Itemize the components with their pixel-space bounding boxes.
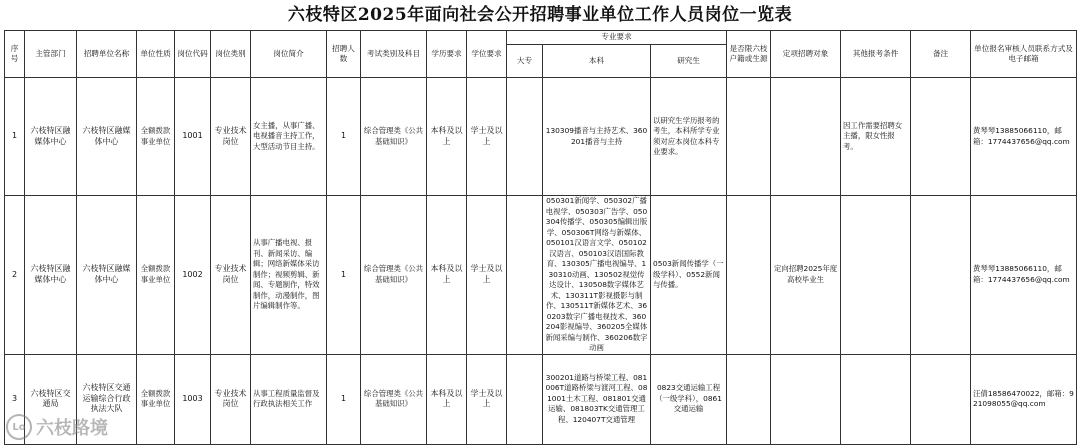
cell-restrict (727, 354, 771, 444)
watermark-text: 六枝路境 (36, 418, 108, 439)
cell-post-code: 1001 (175, 78, 211, 196)
table-row (5, 354, 1077, 444)
cell-degree: 学士及以上 (467, 354, 507, 444)
header-post-code: 岗位代码 (175, 31, 211, 78)
cell-contact: 汪倩18586470022，邮箱：921098055@qq.com (971, 354, 1077, 444)
cell-contact: 黄琴琴13885066110，邮箱：1774437656@qq.com (971, 78, 1077, 196)
cell-degree: 学士及以上 (467, 196, 507, 355)
header-exam: 考试类别及科目 (361, 31, 427, 78)
cell-target (771, 78, 841, 196)
cell-post-desc: 从事广播电视、报刊、新闻采访、编辑；网络新媒体采访制作；视频剪辑、新闻、专题制作，特效制作，动漫制作，图片编辑制作等。 (251, 196, 327, 355)
cell-restrict (727, 196, 771, 355)
cell-post-type: 专业技术岗位 (211, 354, 251, 444)
cell-major-dazhuan (507, 196, 543, 355)
cell-major-benke: 300201道路与桥梁工程、081006T道路桥梁与渡河工程、081001土木工程、081801交通运输、081803TK交通管理工程、120407T交通管理 (543, 354, 651, 444)
cell-remark (911, 354, 971, 444)
cell-major-yanjiusheng: 以研究生学历报考的考生，本科所学专业须对应本岗位本科专业要求。 (651, 78, 727, 196)
cell-unit-nature: 全额拨款事业单位 (137, 196, 175, 355)
cell-major-dazhuan (507, 78, 543, 196)
table-row (5, 196, 1077, 355)
cell-exam: 综合管理类《公共基础知识》 (361, 354, 427, 444)
header-major-yanjiusheng: 研究生 (651, 45, 727, 78)
page-title: 六枝特区2025年面向社会公开招聘事业单位工作人员岗位一览表 (287, 5, 793, 25)
cell-unit: 六枝特区融媒体中心 (77, 78, 137, 196)
header-degree: 学位要求 (467, 31, 507, 78)
cell-target (771, 354, 841, 444)
cell-contact: 黄琴琴13885066110，邮箱：1774437656@qq.com (971, 196, 1077, 355)
cell-dept: 六枝特区融媒体中心 (25, 196, 77, 355)
header-remark: 备注 (911, 31, 971, 78)
cell-count: 1 (327, 196, 361, 355)
header-restrict: 是否限六枝户籍或生源 (727, 31, 771, 78)
cell-edu: 本科及以上 (427, 196, 467, 355)
cell-edu: 本科及以上 (427, 78, 467, 196)
cell-other (841, 196, 911, 355)
cell-seq: 2 (5, 196, 25, 355)
cell-major-yanjiusheng: 0823交通运输工程（一级学科），0861交通运输 (651, 354, 727, 444)
cell-count: 1 (327, 78, 361, 196)
cell-exam: 综合管理类《公共基础知识》 (361, 78, 427, 196)
header-target: 定项招聘对象 (771, 31, 841, 78)
header-post-type: 岗位类别 (211, 31, 251, 78)
header-contact: 单位报名审核人员联系方式及电子邮箱 (971, 31, 1077, 78)
header-count: 招聘人数 (327, 31, 361, 78)
header-unit: 招聘单位名称 (77, 31, 137, 78)
cell-remark (911, 196, 971, 355)
watermark (6, 414, 108, 440)
header-major-benke: 本科 (543, 45, 651, 78)
cell-seq: 3 (5, 354, 25, 444)
header-edu: 学历要求 (427, 31, 467, 78)
cell-post-code: 1003 (175, 354, 211, 444)
header-other: 其他报考条件 (841, 31, 911, 78)
cell-target: 定向招聘2025年度高校毕业生 (771, 196, 841, 355)
job-table (4, 30, 1077, 445)
cell-dept: 六枝特区交通局 (25, 354, 77, 444)
cell-post-type: 专业技术岗位 (211, 196, 251, 355)
cell-other (841, 354, 911, 444)
cell-exam: 综合管理类《公共基础知识》 (361, 196, 427, 355)
header-major: 专业要求 (507, 31, 727, 45)
cell-restrict (727, 78, 771, 196)
cell-unit: 六枝特区融媒体中心 (77, 196, 137, 355)
cell-edu: 本科及以上 (427, 354, 467, 444)
cell-major-benke: 050301新闻学、050302广播电视学、050303广告学、050304传播学、050305编辑出版学、050306T网络与新媒体、050101汉语言文学、050102汉语言、050103汉语国际教育、130305广播电视编导、130310动画、130502视觉传达设计、130508数字媒体艺术、130311T影视摄影与制作、130511T新媒体艺术、360203数字广播电视技术、360204影视编导、360205全媒体新闻采编与制作、360206数字动画 (543, 196, 651, 355)
cell-major-yanjiusheng: 0503新闻传播学（一级学科）、0552新闻与传播。 (651, 196, 727, 355)
cell-post-desc: 从事工程质量监督及行政执法相关工作 (251, 354, 327, 444)
cell-dept: 六枝特区融媒体中心 (25, 78, 77, 196)
cell-other: 因工作需要招聘女主播，限女性报考。 (841, 78, 911, 196)
cell-unit-nature: 全额拨款事业单位 (137, 78, 175, 196)
header-post-desc: 岗位简介 (251, 31, 327, 78)
header-dept: 主管部门 (25, 31, 77, 78)
table-row (5, 78, 1077, 196)
cell-unit: 六枝特区交通运输综合行政执法大队 (77, 354, 137, 444)
cell-count: 1 (327, 354, 361, 444)
cell-post-code: 1002 (175, 196, 211, 355)
cell-remark (911, 78, 971, 196)
watermark-logo-icon: Lo (6, 414, 32, 440)
cell-unit-nature: 全额拨款事业单位 (137, 354, 175, 444)
cell-major-dazhuan (507, 354, 543, 444)
header-seq: 序号 (5, 31, 25, 78)
header-unit-nature: 单位性质 (137, 31, 175, 78)
cell-major-benke: 130309播音与主持艺术、360201播音与主持 (543, 78, 651, 196)
cell-seq: 1 (5, 78, 25, 196)
cell-degree: 学士及以上 (467, 78, 507, 196)
cell-post-desc: 女主播，从事广播、电视播音主持工作，大型活动节目主持。 (251, 78, 327, 196)
cell-post-type: 专业技术岗位 (211, 78, 251, 196)
header-major-dazhuan: 大专 (507, 45, 543, 78)
